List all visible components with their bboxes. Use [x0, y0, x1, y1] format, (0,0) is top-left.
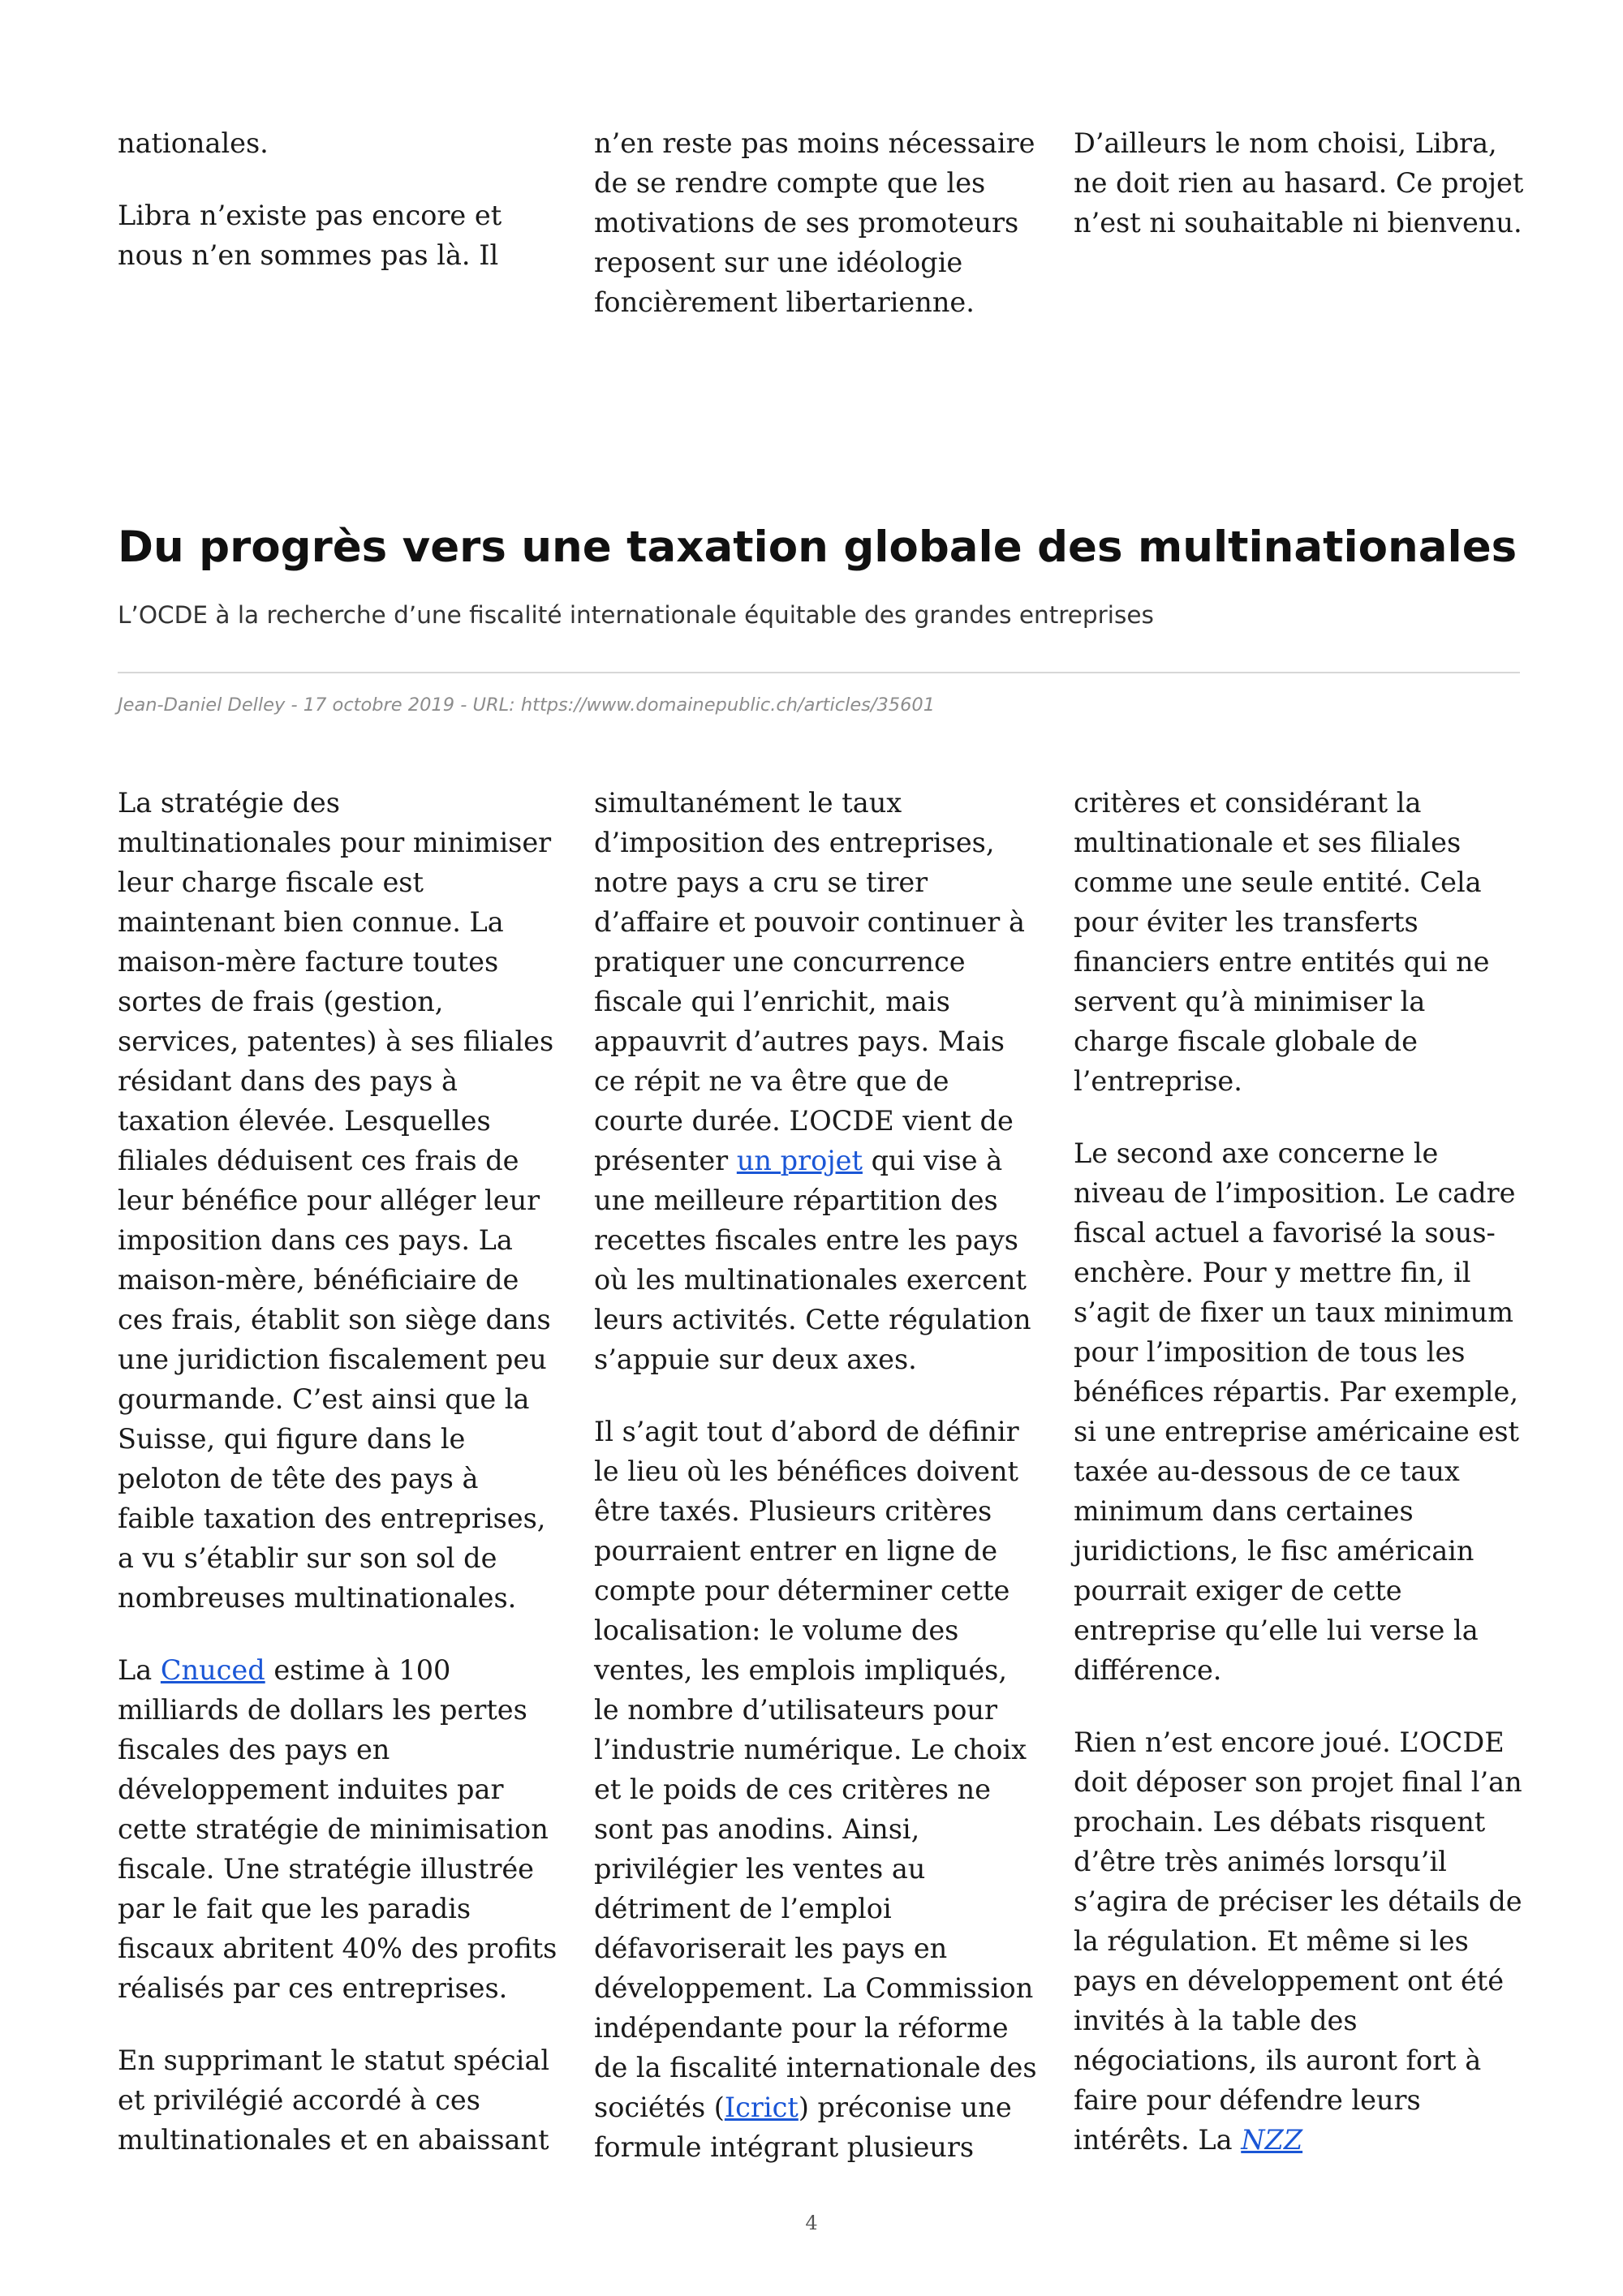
- un-projet-link[interactable]: un projet: [736, 1145, 863, 1176]
- icrict-link[interactable]: Icrict: [724, 2092, 799, 2123]
- text-segment: Il s’agit tout d’abord de définir le lieu où les bénéfices doivent être taxés. Plusieurs critères pourraient entrer en ligne de compte pour déterminer cette localisation: le volume des ventes, les emplois impliqués, le nombre d’utilisateurs pour l’industrie numérique. Le choix et le poids de ces critères ne sont pas anodins. Ainsi, privilégier les ventes au détriment de l’emploi défavoriserait les pays en développement. La Commission indépendante pour la réforme de la fiscalité internationale des sociétés (: [594, 1416, 1037, 2123]
- article-column-2: [594, 783, 1040, 2199]
- text-segment: qui vise à une meilleure répartition des recettes fiscales entre les pays où les multinationales exercent leurs activités. Cette régulation s’appuie sur deux axes.: [594, 1145, 1031, 1375]
- article-paragraph: La stratégie des multinationales pour minimiser leur charge fiscale est maintenant bien connue. La maison-mère facture toutes sortes de frais (gestion, services, patentes) à ses filiales résidant dans des pays à taxation élevée. Lesquelles filiales déduisent ces frais de leur bénéfice pour alléger leur imposition dans ces pays. La maison-mère, bénéficiaire de ces frais, établit son siège dans une juridiction fiscalement peu gourmande. C’est ainsi que la Suisse, qui figure dans le peloton de tête des pays à faible taxation des entreprises, a vu s’établir sur son sol de nombreuses multinationales.: [118, 787, 554, 1614]
- article-paragraph: [118, 1650, 560, 2008]
- article-paragraph: Le second axe concerne le niveau de l’imposition. Le cadre fiscal actuel a favorisé la sous-enchère. Pour y mettre fin, il s’agit de fixer un taux minimum pour l’imposition de tous les bénéfices répartis. Par exemple, si une entreprise américaine est taxée au-dessous de ce taux minimum dans certaines juridictions, le fisc américain pourrait exiger de cette entreprise qu’elle lui verse la différence.: [1074, 1137, 1519, 1686]
- article-meta: Jean-Daniel Delley - 17 octobre 2019 - URL: https://www.domainepublic.ch/articles/35601: [118, 694, 936, 716]
- header-divider: [118, 672, 1520, 673]
- article-paragraph: [1074, 1722, 1524, 2160]
- nzz-link[interactable]: NZZ: [1241, 2124, 1303, 2156]
- prev-article-paragraph: n’en reste pas moins nécessaire de se rendre compte que les motivations de ses promoteurs reposent sur une idéologie foncièrement libertarienne.: [594, 127, 1035, 318]
- article-paragraph: En supprimant le statut spécial et privilégié accordé à ces multinationales et en abaissant: [118, 2044, 550, 2156]
- page-number: 4: [805, 2212, 818, 2234]
- article-subtitle: L’OCDE à la recherche d’une fiscalité internationale équitable des grandes entreprises: [118, 601, 1154, 629]
- prev-article-paragraph: nationales.: [118, 127, 269, 159]
- text-segment: simultanément le taux d’imposition des entreprises, notre pays a cru se tirer d’affaire et pouvoir continuer à pratiquer une concurrence fiscale qui l’enrichit, mais appauvrit d’autres pays. Mais ce répit ne va être que de courte durée. L’OCDE vient de présenter: [594, 787, 1025, 1176]
- text-segment: La: [118, 1654, 161, 1686]
- prev-article-column-1: [118, 123, 560, 307]
- text-segment: ) préconise une formule intégrant plusieurs: [594, 2092, 1012, 2163]
- prev-article-column-3: [1074, 123, 1524, 275]
- cnuced-link[interactable]: Cnuced: [160, 1654, 265, 1686]
- prev-article-column-2: [594, 123, 1040, 355]
- prev-article-paragraph: D’ailleurs le nom choisi, Libra, ne doit rien au hasard. Ce projet n’est ni souhaitable ni bienvenu.: [1074, 127, 1524, 239]
- prev-article-paragraph: Libra n’existe pas encore et nous n’en sommes pas là. Il: [118, 200, 502, 271]
- text-segment: Rien n’est encore joué. L’OCDE doit déposer son projet final l’an prochain. Les débats risquent d’être très animés lorsqu’il s’agira de préciser les détails de la régulation. Et même si les pays en développement ont été invités à la table des négociations, ils auront fort à faire pour défendre leurs intérêts. La: [1074, 1726, 1522, 2156]
- article-paragraph: [594, 1412, 1040, 2167]
- article-paragraph: critères et considérant la multinationale et ses filiales comme une seule entité. Cela pour éviter les transferts financiers entre entités qui ne servent qu’à minimiser la charge fiscale globale de l’entreprise.: [1074, 787, 1490, 1097]
- article-column-1: [118, 783, 560, 2192]
- text-segment: estime à 100 milliards de dollars les pertes fiscales des pays en développement induites par cette stratégie de minimisation fiscale. Une stratégie illustrée par le fait que les paradis fiscaux abritent 40% des profits réalisés par ces entreprises.: [118, 1654, 558, 2004]
- article-title: Du progrès vers une taxation globale des multinationales: [118, 522, 1518, 572]
- article-column-3: [1074, 783, 1524, 2192]
- article-paragraph: [594, 783, 1040, 1379]
